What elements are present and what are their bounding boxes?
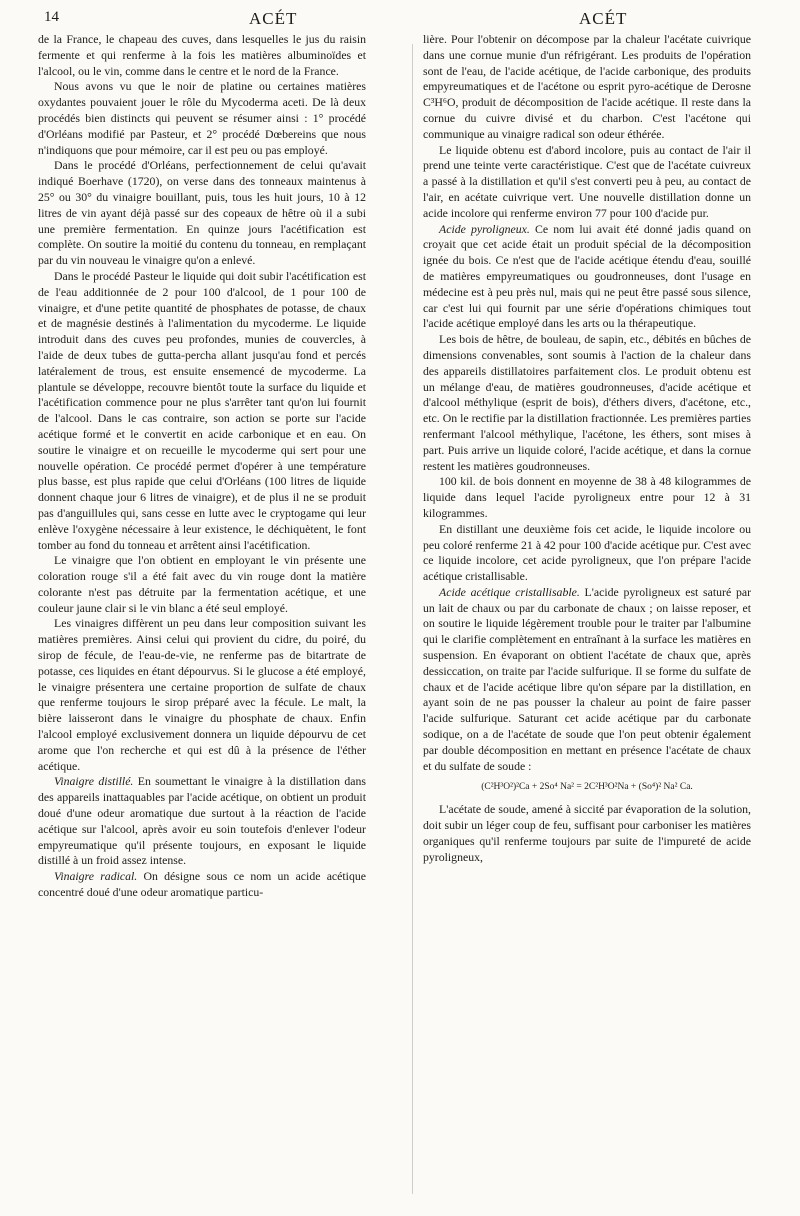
paragraph-text: Les bois de hêtre, de bouleau, de sapin, etc., débités en bûches de dimensions convenables, sont soumis à l'action de la chaleur dans des appareils distillatoires parfaitement clos. Le produit obtenu est un mélange d'eau, de matières goudronneuses, d'acide acétique et d'alcool méthylique (esprit de bois), d'éthers divers, d'acétone, etc., etc. On le rectifie par la distillation fractionnée. Les premières parties renfermant l'alcool méthylique, l'acétone, les éthers, sont mises à part. Puis arrive un liquide coloré, l'acide acétique, et dans la cornue restent les matières goudronneuses. bbox=[423, 332, 751, 473]
paragraph bbox=[423, 222, 751, 333]
paragraph bbox=[423, 522, 751, 585]
paragraph-text: Les vinaigres diffèrent un peu dans leur composition suivant les matières premières. Ainsi celui qui provient du cidre, du poiré, du sirop de fécule, de l'eau-de-vie, ne renferme pas de bitartrate de potasse, ces liquides en étant dépourvus. Si le glucose a été employé, le vinaigre présentera une certaine proportion de sulfate de chaux que renferme toujours le sirop préparé avec la fécule. Le malt, la bière laisseront dans le vinaigre du phosphate de chaux. Enfin l'alcool employé exclusivement donnera un liquide dépourvu de cet arome que l'on recherche et qui est dû à la présence de l'éther acétique. bbox=[38, 616, 366, 773]
paragraph bbox=[423, 32, 751, 143]
paragraph-text: En soumettant le vinaigre à la distillation dans des appareils inattaquables par l'acide acétique, on obtient un produit doué d'une odeur aromatique due surtout à la réaction de l'acide acétique sur l'alcool, après avoir eu soin toutefois d'enlever l'odeur empyreumatique qu'il présente toujours, en exposant le liquide distillé à un froid assez intense. bbox=[38, 774, 367, 868]
paragraph-text: On désigne sous ce nom un acide acétique concentré doué d'une odeur aromatique particu- bbox=[38, 869, 366, 900]
left-headword: ACÉT bbox=[249, 9, 298, 28]
page-number: 14 bbox=[44, 9, 59, 25]
page-header bbox=[44, 9, 764, 33]
paragraph bbox=[38, 869, 366, 901]
paragraph-text: Le liquide obtenu est d'abord incolore, puis au contact de l'air il prend une teinte verte caractéristique. C'est que de l'acétate cuivreux a passé à la distillation et qu'il s'est converti peu à peu, au contact de l'air, en acétate cuivrique vert. Une nouvelle distillation donne un acide incolore qui renferme environ 77 pour 100 d'acide pur. bbox=[423, 142, 751, 220]
paragraph-text: En distillant une deuxième fois cet acide, le liquide incolore ou peu coloré renferme 21 à 42 pour 100 d'acide acétique pur. C'est avec ce liquide incolore, cet acide pyroligneux, que l'on prépare l'acide acétique cristallisable. bbox=[423, 521, 751, 584]
paragraph bbox=[423, 332, 751, 474]
paragraph bbox=[38, 269, 366, 553]
paragraph bbox=[38, 158, 366, 269]
paragraph-text: Le vinaigre que l'on obtient en employant le vin présente une coloration rouge s'il a été fait avec du vin rouge dont la matière colorante n'est pas détruite par la fermentation acétique, et une couleur jaune clair si le vin blanc a été seul employé. bbox=[38, 553, 366, 615]
entry-term: Acide acétique cristallisable. bbox=[439, 584, 580, 599]
paragraph-text: L'acide pyroligneux est saturé par un lait de chaux ou par du carbonate de chaux ; on laisse reposer, et on soutire le liquide légèrement trouble pour le traiter par l'albumine qui le clarifie complètement en entraînant à la surface les matières en suspension. En évaporant on obtient l'acétate de chaux que, après dessiccation, on traite par l'acide sulfurique. Il se forme du sulfate de chaux et de l'acide acétique libre qu'on sépare par la distillation, en ayant soin de ne pas pousser la chaleur au point de faire passer l'acide sulfurique. Saturant cet acide acétique par du carbonate sodique, on a de l'acétate de soude que l'on peut obtenir également par double décomposition en mettant en présence l'acétate de chaux et du sulfate de soude : bbox=[423, 584, 752, 773]
paragraph bbox=[423, 585, 751, 775]
paragraph bbox=[423, 143, 751, 222]
paragraph bbox=[38, 79, 366, 158]
paragraph bbox=[423, 474, 751, 521]
paragraph bbox=[38, 32, 366, 79]
paragraph-text: Nous avons vu que le noir de platine ou certaines matières oxydantes pouvaient jouer le rôle du Mycoderma aceti. De là deux procédés bien distincts qui peuvent se résumer ainsi : 1° procédé d'Orléans modifié par Pasteur, et 2° procédé Dœbereins que nous n'indiquons que pour mémoire, car il est peu ou pas employé. bbox=[38, 79, 366, 157]
paragraph-text: Dans le procédé Pasteur le liquide qui doit subir l'acétification est de l'eau additionnée de 2 pour 100 d'alcool, de 1 pour 100 de vinaigre, et d'une petite quantité de phosphates de potasse, de chaux et de magnésie destinés à l'alimentation du mycoderme. Le liquide introduit dans des cuves peu profondes, munies de couvercles, à l'aide de deux tubes de gutta-percha allant jusqu'au fond et percés latéralement de trous, est ensuite ensemencé de mycoderme. La plantule se développe, recouvre bientôt toute la surface du liquide et l'acétification commence pour ne plus s'arrêter tant qu'on lui fournit de l'alcool. Dans le cas contraire, son action se porte sur l'acide acétique formé et le convertit en acide carbonique et en eau. On soutire le vinaigre et on recueille le mycoderme qui sert pour une nouvelle opération. Ce procédé permet d'opérer à une température plus basse, est plus rapide que celui d'Orléans (100 litres de liquide donnent chaque jour 6 litres de vinaigre), et de plus il ne se produit pas d'anguillules qui, sans cesse en lutte avec le cryptogame qui leur enlève l'oxygène nécessaire à leur existence, le déchiquètent, le font tomber au fond du tonneau et arrêtent ainsi l'acétification. bbox=[38, 268, 366, 552]
paragraph-text: 100 kil. de bois donnent en moyenne de 38 à 48 kilogrammes de liquide dans lequel l'acide pyroligneux entre pour 12 à 31 kilogrammes. bbox=[423, 474, 751, 520]
column-divider bbox=[412, 44, 413, 1194]
paragraph bbox=[38, 553, 366, 616]
paragraph-text: lière. Pour l'obtenir on décompose par la chaleur l'acétate cuivrique dans une cornue munie d'un réfrigérant. Les produits de l'opération sont de l'eau, de l'acide acétique, de l'acide carbonique, des produits empyreumatiques et de l'acétone ou esprit pyro-acétique de Derosne C³H⁶O, produit de décomposition de l'acide acétique. Il reste dans la cornue du cuivre divisé et du charbon. C'est l'acétone qui communique au vinaigre radical son odeur éthérée. bbox=[423, 32, 751, 141]
left-column bbox=[38, 32, 366, 901]
paragraph-text: L'acétate de soude, amené à siccité par évaporation de la solution, doit subir un léger coup de feu, suffisant pour carboniser les matières organiques qu'il renferme toujours par suite de l'impureté de acide pyroligneux, bbox=[423, 802, 751, 864]
paragraph-text: Ce nom lui avait été donné jadis quand on croyait que cet acide était un produit spécial de la décomposition ignée du bois. Ce n'est que de l'acide acétique étendu d'eau, souillé de matières empyreumatiques ou goudronneuses, dont l'usage en médecine est à peu près nul, mais qui ne peut être passé sous silence, car c'est lui qui fournit par une série d'opérations chimiques tout l'acide acétique employé dans les arts ou la thérapeutique. bbox=[423, 221, 751, 331]
entry-term: Vinaigre distillé. bbox=[54, 774, 134, 789]
right-headword: ACÉT bbox=[579, 9, 628, 28]
paragraph bbox=[423, 802, 751, 865]
paragraph bbox=[38, 774, 366, 869]
chemical-formula: (C²H³O²)²Ca + 2So⁴ Na² = 2C²H³O²Na + (So⁴)² Na² Ca. bbox=[481, 782, 693, 793]
paragraph-text: Dans le procédé d'Orléans, perfectionnement de celui qu'avait indiqué Boerhave (1720), on verse dans des tonneaux maintenus à 25° ou 30° du vinaigre bouillant, puis, tous les huit jours, 10 à 12 litres de vin ayant déjà passé sur des copeaux de hêtre où il a subi une première fermentation. En quinze jours l'acétification est complète. On soutire la moitié du contenu du tonneau, en remplaçant par du vin nouveau le vinaigre qu'on a enlevé. bbox=[38, 158, 366, 268]
right-column bbox=[423, 32, 751, 865]
paragraph bbox=[38, 616, 366, 774]
entry-term: Vinaigre radical. bbox=[54, 869, 138, 884]
entry-term: Acide pyroligneux. bbox=[439, 221, 530, 236]
paragraph-text: de la France, le chapeau des cuves, dans lesquelles le jus du raisin fermente et qui renferme à la fois les matières albuminoïdes et l'alcool, ou le vin, comme dans le centre et le nord de la France. bbox=[38, 32, 366, 78]
